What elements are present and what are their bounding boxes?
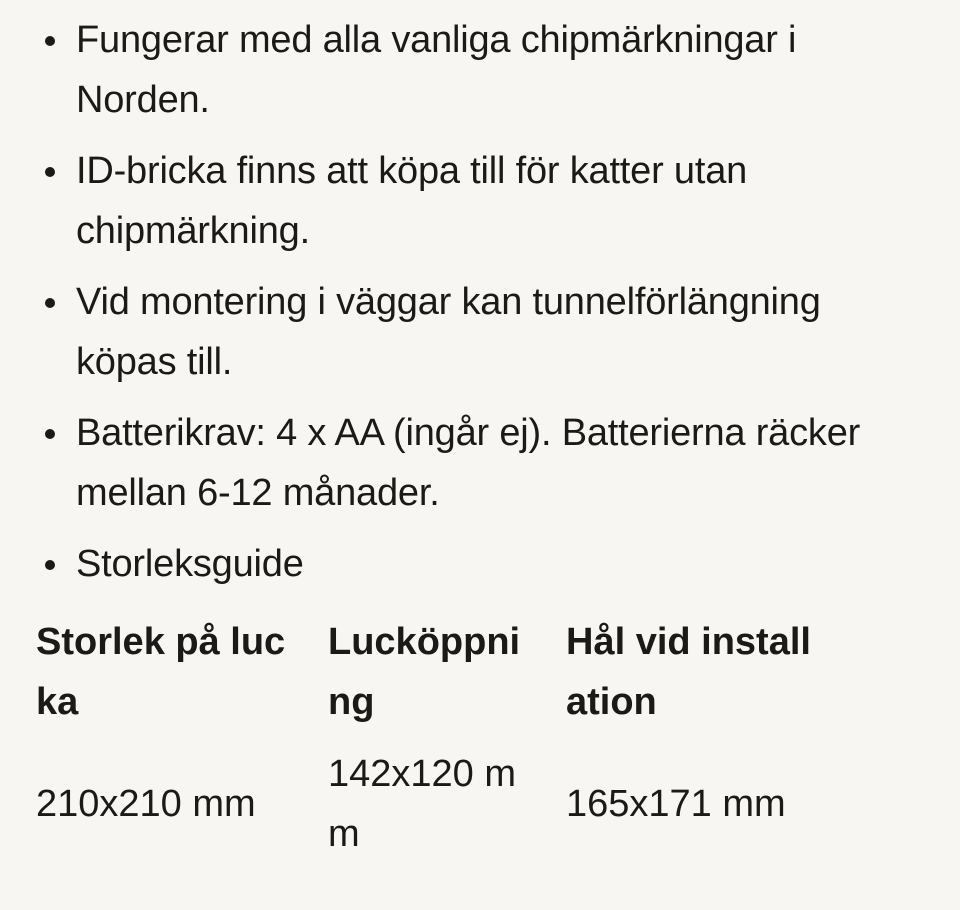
bullet-icon bbox=[45, 167, 55, 177]
size-guide-table bbox=[20, 610, 840, 864]
bullet-icon bbox=[45, 429, 55, 439]
list-item bbox=[0, 141, 960, 261]
bullet-icon bbox=[45, 560, 55, 570]
list-item bbox=[0, 272, 960, 392]
column-header-install-hole: Hål vid installation bbox=[566, 621, 811, 723]
feature-text: Fungerar med alla vanliga chipmärkningar i Norden. bbox=[76, 19, 797, 121]
feature-text: Batterikrav: 4 x AA (ingår ej). Batterierna räcker mellan 6-12 månader. bbox=[76, 412, 861, 514]
feature-text: ID-bricka finns att köpa till för katter utan chipmärkning. bbox=[76, 150, 748, 252]
table-row bbox=[20, 744, 840, 864]
list-item bbox=[0, 403, 960, 523]
list-item bbox=[0, 10, 960, 130]
cell-door-size: 210x210 mm bbox=[36, 783, 256, 825]
column-header-opening: Lucköppning bbox=[328, 621, 521, 723]
cell-opening: 142x120 mm bbox=[328, 753, 517, 855]
feature-list bbox=[0, 10, 960, 605]
bullet-icon bbox=[45, 36, 55, 46]
bullet-icon bbox=[45, 298, 55, 308]
feature-text: Vid montering i väggar kan tunnelförlängning köpas till. bbox=[76, 281, 821, 383]
feature-text: Storleksguide bbox=[76, 543, 304, 585]
cell-install-hole: 165x171 mm bbox=[566, 783, 786, 825]
table-header-row bbox=[20, 610, 840, 744]
column-header-door-size: Storlek på lucka bbox=[36, 621, 286, 723]
list-item bbox=[0, 534, 960, 594]
